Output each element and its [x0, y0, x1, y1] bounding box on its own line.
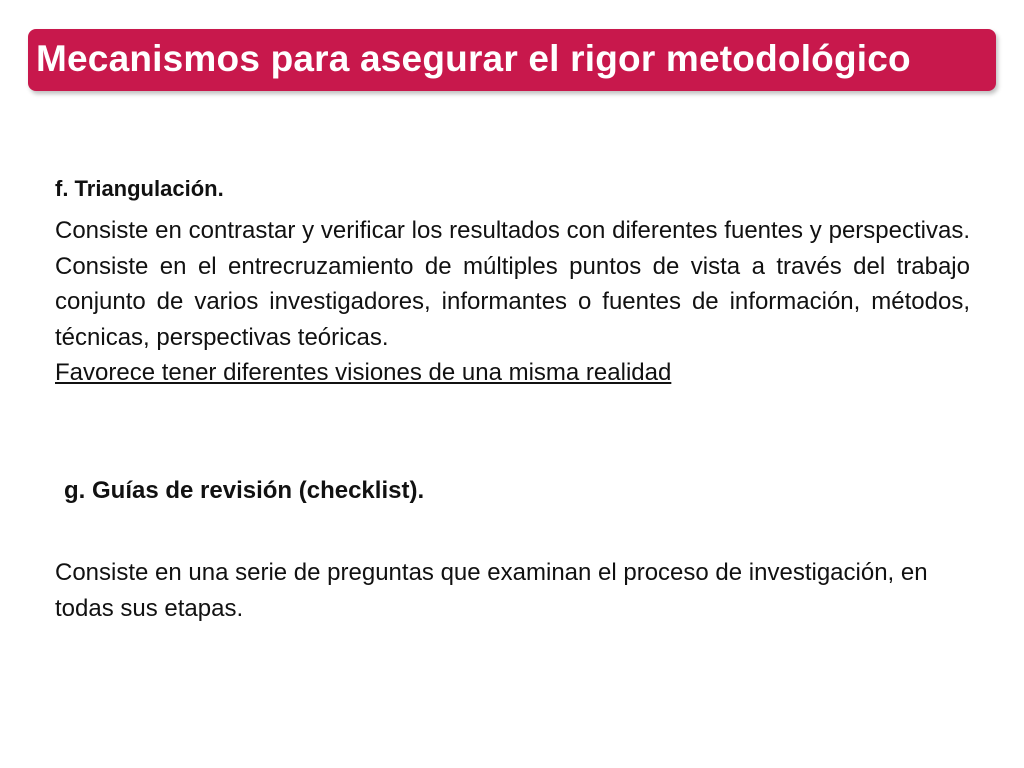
section-f-heading: f. Triangulación. — [55, 176, 224, 201]
section-g-heading: g. Guías de revisión (checklist). — [64, 477, 425, 504]
section-f-body — [55, 213, 970, 391]
slide-title: Mecanismos para asegurar el rigor metodológico — [36, 38, 911, 79]
title-banner — [28, 29, 996, 91]
section-f-underlined-text: Favorece tener diferentes visiones de una misma realidad — [55, 359, 672, 386]
section-g-body: Consiste en una serie de preguntas que examinan el proceso de investigación, en todas sus etapas. — [55, 559, 928, 622]
section-f-text: Consiste en contrastar y verificar los resultados con diferentes fuentes y perspectivas. Consiste en el entrecruzamiento de múltiples puntos de vista a través del trabajo conjunto de varios investigadores, informantes o fuentes de información, métodos, técnicas, perspectivas teóricas. — [55, 217, 970, 351]
